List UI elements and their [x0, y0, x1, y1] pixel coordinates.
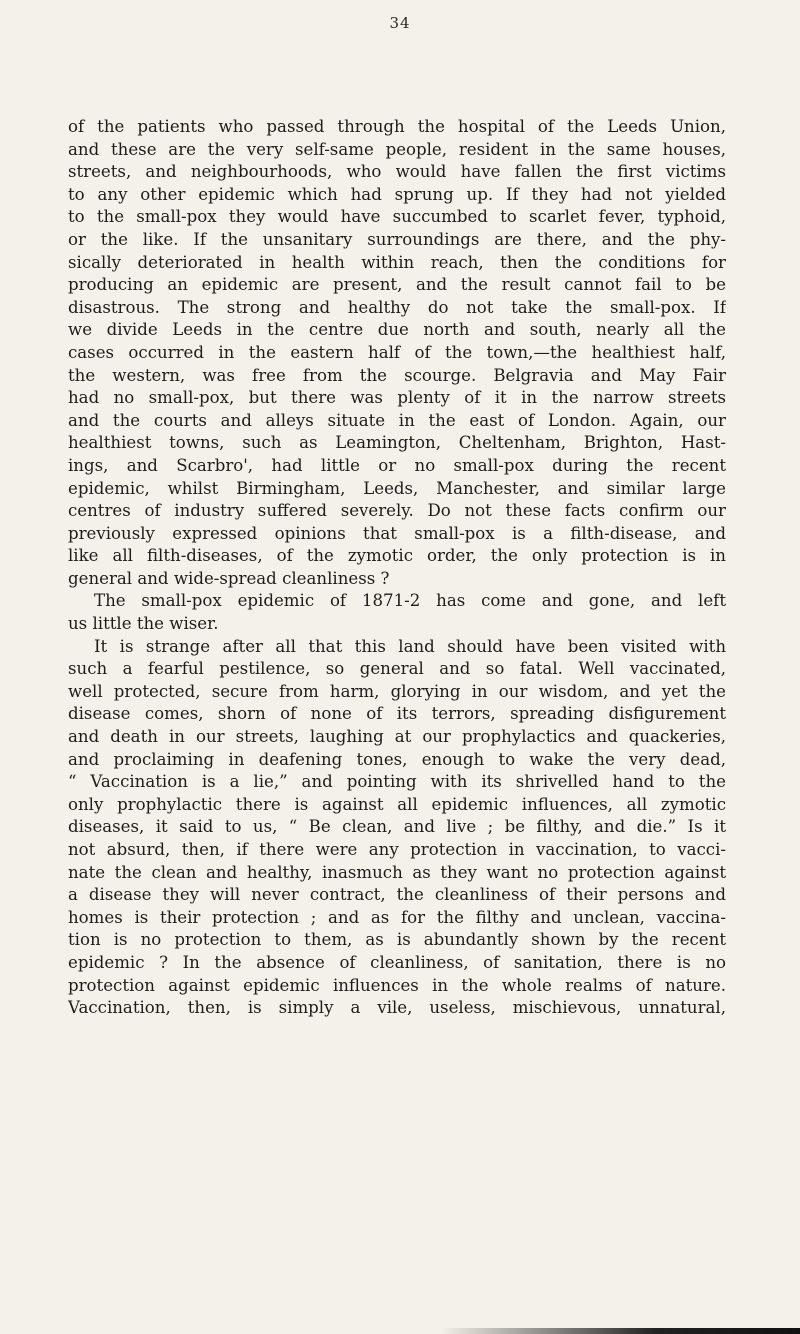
- text-line: disease comes, shorn of none of its terrors, spreading disfigurement: [68, 704, 726, 724]
- text-line: like all filth-diseases, of the zymotic order, the only protection is in: [68, 546, 726, 566]
- text-line: “ Vaccination is a lie,” and pointing with its shrivelled hand to the: [68, 772, 726, 792]
- text-line: and death in our streets, laughing at our prophylactics and quackeries,: [68, 727, 726, 747]
- text-line: The small-pox epidemic of 1871-2 has come and gone, and left: [94, 591, 726, 611]
- text-line: nate the clean and healthy, inasmuch as they want no protection against: [68, 862, 726, 882]
- text-line: to the small-pox they would have succumbed to scarlet fever, typhoid,: [68, 207, 726, 227]
- text-line: and these are the very self-same people, resident in the same houses,: [68, 139, 726, 159]
- text-line: to any other epidemic which had sprung up. If they had not yielded: [68, 184, 726, 204]
- text-line: diseases, it said to us, “ Be clean, and live ; be filthy, and die.” Is it: [68, 817, 726, 837]
- text-line: had no small-pox, but there was plenty of it in the narrow streets: [68, 388, 726, 408]
- text-line: epidemic, whilst Birmingham, Leeds, Manchester, and similar large: [68, 478, 726, 498]
- text-line: Vaccination, then, is simply a vile, useless, mischievous, unnatural,: [68, 998, 726, 1018]
- text-line: well protected, secure from harm, glorying in our wisdom, and yet the: [68, 681, 726, 701]
- text-line: disastrous. The strong and healthy do not take the small-pox. If: [68, 297, 726, 317]
- text-line: producing an epidemic are present, and the result cannot fail to be: [68, 275, 726, 295]
- text-line: we divide Leeds in the centre due north and south, nearly all the: [68, 320, 726, 340]
- text-line: tion is no protection to them, as is abundantly shown by the recent: [68, 930, 726, 950]
- page-edge-shadow: [440, 1328, 800, 1334]
- text-line: epidemic ? In the absence of cleanliness, of sanitation, there is no: [68, 952, 726, 972]
- text-line: of the patients who passed through the hospital of the Leeds Union,: [68, 117, 726, 136]
- text-line: protection against epidemic influences in the whole realms of nature.: [68, 975, 726, 995]
- text-line: such a fearful pestilence, so general and so fatal. Well vaccinated,: [68, 659, 726, 679]
- text-line: homes is their protection ; and as for the filthy and unclean, vaccina-: [68, 907, 726, 927]
- text-line: us little the wiser.: [68, 614, 219, 634]
- text-line: healthiest towns, such as Leamington, Cheltenham, Brighton, Hast-: [68, 433, 726, 453]
- text-line: general and wide-spread cleanliness ?: [68, 568, 390, 588]
- text-line: centres of industry suffered severely. Do not these facts confirm our: [68, 501, 726, 521]
- text-line: or the like. If the unsanitary surroundings are there, and the phy-: [68, 229, 726, 249]
- body-text: [68, 116, 726, 1020]
- text-line: only prophylactic there is against all epidemic influences, all zymotic: [68, 794, 726, 814]
- text-line: a disease they will never contract, the cleanliness of their persons and: [68, 885, 726, 905]
- text-line: cases occurred in the eastern half of the town,—the healthiest half,: [68, 342, 726, 362]
- page-number: 34: [389, 14, 411, 32]
- text-line: and proclaiming in deafening tones, enough to wake the very dead,: [68, 749, 726, 769]
- text-line: and the courts and alleys situate in the east of London. Again, our: [68, 410, 726, 430]
- text-line: ings, and Scarbro', had little or no small-pox during the recent: [68, 455, 726, 475]
- text-line: previously expressed opinions that small-pox is a filth-disease, and: [68, 523, 726, 543]
- text-line: not absurd, then, if there were any protection in vaccination, to vacci-: [68, 840, 726, 859]
- text-line: sically deteriorated in health within reach, then the conditions for: [68, 252, 726, 272]
- text-line: It is strange after all that this land should have been visited with: [94, 636, 726, 656]
- text-line: streets, and neighbourhoods, who would have fallen the first victims: [68, 162, 726, 182]
- text-line: the western, was free from the scourge. Belgravia and May Fair: [68, 365, 726, 385]
